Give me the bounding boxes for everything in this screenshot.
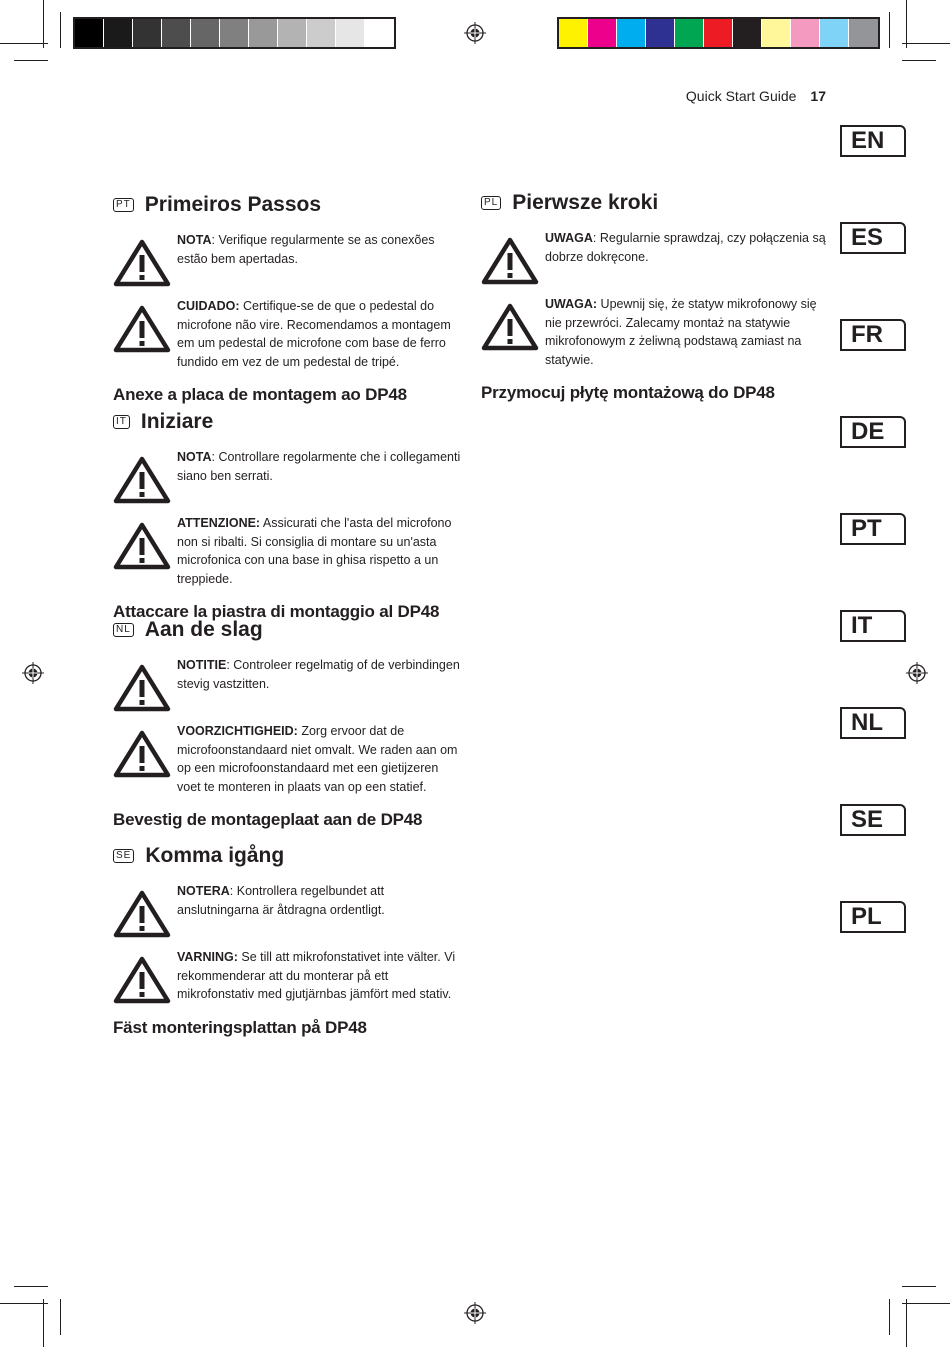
registration-mark-icon [464, 22, 486, 44]
color-swatch [559, 19, 588, 47]
note-block [113, 882, 463, 934]
tab-pl[interactable]: PL [840, 901, 906, 933]
color-swatch [278, 19, 307, 47]
crop-mark [14, 1286, 48, 1287]
tab-fr[interactable]: FR [840, 319, 906, 351]
section-se [113, 844, 463, 1050]
registration-mark-icon [22, 662, 44, 684]
section-nl [113, 618, 463, 842]
crop-mark [889, 12, 890, 48]
caution-block [113, 514, 463, 588]
color-swatch [704, 19, 733, 47]
warning-triangle-icon [113, 522, 171, 570]
color-swatch [588, 19, 617, 47]
color-swatch [646, 19, 675, 47]
section-it [113, 410, 463, 634]
language-code-badge: NL [113, 623, 134, 637]
crop-mark [60, 1299, 61, 1335]
caution-text: Certifique-se de que o pedestal do microfone não vire. Recomendamos a montagem em um pedestal de microfone com base de ferro fundido em vez de um pedestal de tripé. [177, 299, 451, 369]
caution-label: VARNING: [177, 950, 238, 964]
note-label: UWAGA [545, 231, 593, 245]
warning-triangle-icon [113, 956, 171, 1004]
crop-mark [43, 1299, 44, 1347]
caution-label: ATTENZIONE: [177, 516, 261, 530]
caution-text: Se till att mikrofonstativet inte välter. Vi rekommenderar att du monterar på ett mikrofonstativ med gjutjärnbas jämfört med stativ. [177, 950, 456, 1001]
registration-mark-icon [906, 662, 928, 684]
warning-triangle-icon [481, 303, 539, 351]
caution-text: Upewnij się, że statyw mikrofonowy się nie przewróci. Zalecamy montaż na statywie mikrofonowym z żeliwną podstawą zamiast na statywie. [545, 297, 817, 367]
caution-block [481, 295, 831, 369]
note-text: : Verifique regularmente se as conexões estão bem apertadas. [177, 233, 435, 266]
color-swatch [75, 19, 104, 47]
note-text: : Controllare regolarmente che i collegamenti siano ben serrati. [177, 450, 461, 483]
crop-mark [902, 1286, 936, 1287]
section-pt [113, 193, 463, 417]
warning-triangle-icon [113, 239, 171, 287]
section-header [113, 844, 463, 868]
color-swatch [617, 19, 646, 47]
color-swatch [791, 19, 820, 47]
crop-mark [0, 43, 48, 44]
crop-mark [902, 60, 936, 61]
color-swatch [733, 19, 762, 47]
color-swatch [762, 19, 791, 47]
crop-mark [14, 60, 48, 61]
color-swatch [162, 19, 191, 47]
crop-mark [43, 0, 44, 48]
caution-label: VOORZICHTIGHEID: [177, 724, 298, 738]
crop-mark [902, 43, 950, 44]
warning-triangle-icon [113, 305, 171, 353]
mount-heading: Przymocuj płytę montażową do DP48 [481, 383, 775, 402]
note-block [113, 656, 463, 708]
crop-mark [889, 1299, 890, 1335]
caution-block [113, 948, 463, 1004]
note-block [113, 231, 463, 283]
grayscale-color-bar [73, 17, 396, 49]
section-header [481, 191, 831, 215]
note-label: NOTA [177, 233, 212, 247]
note-label: NOTA [177, 450, 212, 464]
mount-heading: Attaccare la piastra di montaggio al DP48 [113, 602, 440, 621]
caution-label: UWAGA: [545, 297, 598, 311]
tab-se[interactable]: SE [840, 804, 906, 836]
page-number: 17 [810, 88, 826, 104]
caution-block [113, 722, 463, 796]
language-code-badge: PT [113, 198, 134, 212]
note-text: : Regularnie sprawdzaj, czy połączenia są dobrze dokręcone. [545, 231, 826, 264]
page-header [686, 88, 826, 104]
color-swatch [249, 19, 278, 47]
note-text: : Kontrollera regelbundet att anslutningarna är åtdragna ordentligt. [177, 884, 385, 917]
note-block [481, 229, 831, 281]
color-swatch [133, 19, 162, 47]
color-swatch [365, 19, 394, 47]
color-swatch [104, 19, 133, 47]
language-code-badge: SE [113, 849, 134, 863]
tab-de[interactable]: DE [840, 416, 906, 448]
caution-label: CUIDADO: [177, 299, 240, 313]
crop-mark [906, 0, 907, 48]
mount-heading: Fäst monteringsplattan på DP48 [113, 1017, 367, 1037]
color-swatch [307, 19, 336, 47]
warning-triangle-icon [113, 890, 171, 938]
language-code-badge: IT [113, 415, 130, 429]
note-block [113, 448, 463, 500]
warning-triangle-icon [113, 456, 171, 504]
color-swatch [220, 19, 249, 47]
color-swatch [820, 19, 849, 47]
registration-mark-icon [464, 1302, 486, 1324]
section-title: Primeiros Passos [144, 193, 322, 216]
section-title: Aan de slag [144, 618, 263, 641]
tab-it[interactable]: IT [840, 610, 906, 642]
language-code-badge: PL [481, 196, 501, 210]
crop-mark [906, 1299, 907, 1347]
caution-block [113, 297, 463, 371]
section-header [113, 410, 463, 434]
color-swatch [191, 19, 220, 47]
tab-en[interactable]: EN [840, 125, 906, 157]
mount-heading: Bevestig de montageplaat aan de DP48 [113, 810, 423, 829]
tab-pt[interactable]: PT [840, 513, 906, 545]
section-title: Komma igång [145, 844, 285, 867]
section-header [113, 618, 463, 642]
warning-triangle-icon [481, 237, 539, 285]
color-swatch [849, 19, 878, 47]
warning-triangle-icon [113, 730, 171, 778]
note-label: NOTERA [177, 884, 230, 898]
crop-mark [902, 1303, 950, 1304]
color-swatch [336, 19, 365, 47]
caution-text: Assicurati che l'asta del microfono non si ribalti. Si consiglia di montare su un'asta microfonica con una base in ghisa rispetto a un treppiede. [177, 516, 452, 586]
section-title: Iniziare [140, 410, 214, 433]
cmyk-color-bar [557, 17, 880, 49]
crop-mark [60, 12, 61, 48]
mount-heading: Anexe a placa de montagem ao DP48 [113, 385, 407, 404]
note-text: : Controleer regelmatig of de verbindingen stevig vastzitten. [177, 658, 460, 691]
section-title: Pierwsze kroki [512, 191, 659, 214]
caution-text: Zorg ervoor dat de microfoonstandaard niet omvalt. We raden aan om op een microfoonstandaard met een gietijzeren voet te monteren in plaats van op een statief. [177, 724, 458, 794]
color-swatch [675, 19, 704, 47]
guide-title: Quick Start Guide [685, 88, 797, 104]
warning-triangle-icon [113, 664, 171, 712]
tab-nl[interactable]: NL [840, 707, 906, 739]
section-header [113, 193, 463, 217]
note-label: NOTITIE [177, 658, 227, 672]
tab-es[interactable]: ES [840, 222, 906, 254]
crop-mark [0, 1303, 48, 1304]
section-pl [481, 191, 831, 415]
